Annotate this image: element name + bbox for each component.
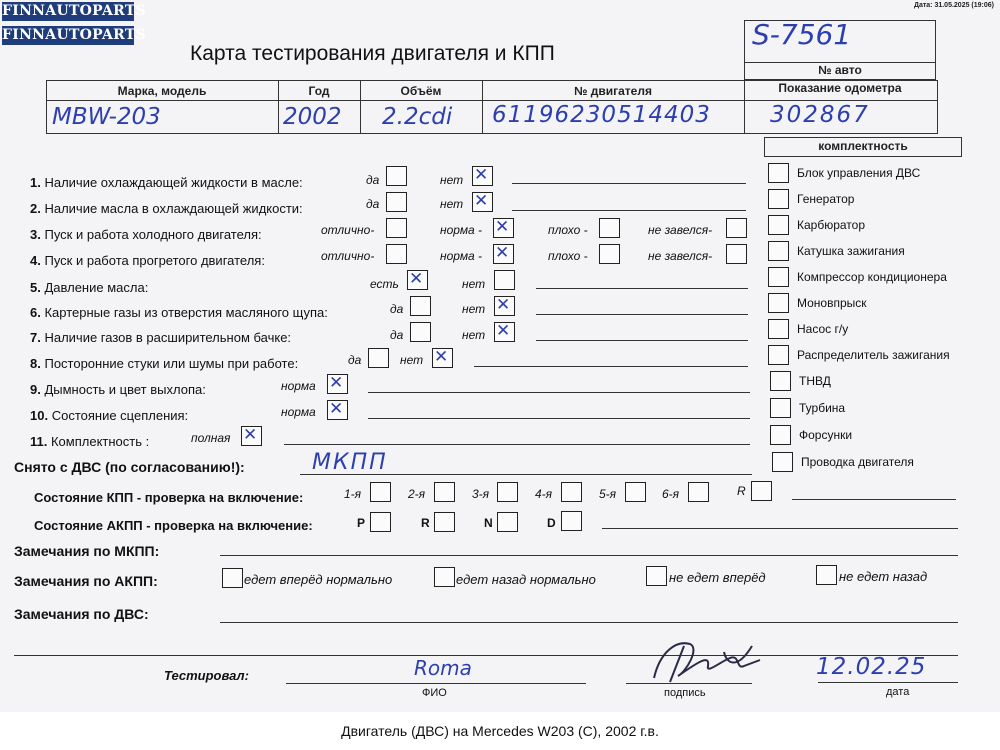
header-year: Год xyxy=(308,84,330,98)
gear-r-checkbox[interactable] xyxy=(751,481,772,501)
item-5-yes-checkbox[interactable] xyxy=(407,270,428,290)
item-6-no-checkbox[interactable] xyxy=(494,296,515,316)
kit-checkbox-1[interactable] xyxy=(768,163,789,183)
header-engine: № двигателя xyxy=(574,84,652,98)
akpp-d-checkbox[interactable] xyxy=(561,511,582,531)
akpp-p-checkbox[interactable] xyxy=(370,512,391,532)
item-1-yes-checkbox[interactable] xyxy=(386,166,407,186)
header-volume: Объём xyxy=(400,84,442,98)
tester-name: Roma xyxy=(414,656,472,680)
header-make: Марка, модель xyxy=(117,84,207,98)
form-title: Карта тестирования двигателя и КПП xyxy=(190,42,555,65)
item-6-yes-checkbox[interactable] xyxy=(410,296,431,316)
test-date: 12.02.25 xyxy=(816,654,927,680)
item-10-normal-checkbox[interactable] xyxy=(327,400,348,420)
akpp-no-forward-checkbox[interactable] xyxy=(646,566,667,586)
gear-6-checkbox[interactable] xyxy=(688,482,709,502)
item-2-no-checkbox[interactable] xyxy=(472,192,493,212)
akpp-back-ok-checkbox[interactable] xyxy=(434,567,455,587)
item-5: 5. Давление масла: xyxy=(30,280,149,295)
gear-1-checkbox[interactable] xyxy=(370,482,391,502)
timestamp: Дата: 31.05.2025 (19:06) xyxy=(913,2,994,9)
kit-checkbox-3[interactable] xyxy=(768,215,789,235)
kit-title: комплектность xyxy=(818,139,908,153)
year-value: 2002 xyxy=(283,104,342,130)
auto-number-value: S-7561 xyxy=(752,18,852,51)
kit-checkbox-11[interactable] xyxy=(770,425,791,445)
item-2: 2. Наличие масла в охлаждающей жидкости: xyxy=(30,201,303,216)
kit-checkbox-7[interactable] xyxy=(768,319,789,339)
item-8: 8. Посторонние стуки или шумы при работе: xyxy=(30,356,299,371)
gear-5-checkbox[interactable] xyxy=(625,482,646,502)
item-4: 4. Пуск и работа прогретого двигателя: xyxy=(30,253,265,268)
item-4-normal-checkbox[interactable] xyxy=(493,244,514,264)
remarks-mkpp-label: Замечания по МКПП: xyxy=(14,543,160,559)
item-11: 11. Комплектность : xyxy=(30,434,150,449)
gear-3-checkbox[interactable] xyxy=(497,482,518,502)
item-9-normal-checkbox[interactable] xyxy=(327,374,348,394)
remarks-dvs-label: Замечания по ДВС: xyxy=(14,606,149,622)
scanned-form: FINNAUTOPARTS FINNAUTOPARTS Дата: 31.05.2025 (19:06) Карта тестирования двигателя и КПП S-7561 № авто Марка, модель Год Объём № двигателя Показание одометра MBW-203 2002 2.2cdi 61196230514403 302867 комплектность 1. Наличие охлаждающей жидкости в масле: да нет ✕ 2. Наличие масла в охлаждающей жидкости: да нет ✕ 3. Пуск и работа холодного двигателя: отлично- норма - ✕ плохо - не завелся- 4. Пуск и работа прогретого двигателя: отлично- норма - ✕ плохо - не завелся- 5. Давление масла: есть ✕ нет 6. Картерные газы из отверстия масляного щупа: да нет ✕ 7. Наличие газов в расширительном бачке: да нет ✕ 8. Посторонние стуки или шумы при работе: да нет ✕ 9. Дымность и цвет выхлопа: норма ✕ 10. Состояние сцепления: норма ✕ 11. Комплектность : полная ✕ Блок управления ДВС Генератор Карбюратор Катушка зажигания Компрессор кондиционера Моновпрыск Насос г/у Распределитель зажигания ТНВД Турбина Форсунки Проводка двигателя Снято с ДВС (по согласованию!): МКПП Состояние КПП - проверка на включение: 1-я 2-я 3-я 4-я 5-я 6-я R Состояние АКПП - проверка на включение: P R N D Замечания по МКПП: Замечания по АКПП: едет вперёд нормально едет назад нормально не едет вперёд не едет назад Замечания по ДВС: Тестировал: Roma ФИО подпись 12.02.25 дата xyxy=(0,0,1000,712)
item-4-excellent-checkbox[interactable] xyxy=(386,244,407,264)
item-7-no-checkbox[interactable] xyxy=(494,322,515,342)
item-2-yes-checkbox[interactable] xyxy=(386,192,407,212)
gear-4-checkbox[interactable] xyxy=(561,482,582,502)
item-8-no-checkbox[interactable] xyxy=(432,348,453,368)
brand-logo: FINNAUTOPARTS xyxy=(2,3,146,19)
item-10: 10. Состояние сцепления: xyxy=(30,408,189,423)
kit-checkbox-8[interactable] xyxy=(768,345,789,365)
removed-label: Снято с ДВС (по согласованию!): xyxy=(14,459,245,475)
signature-caption: подпись xyxy=(664,687,706,699)
signature-image xyxy=(640,632,770,688)
akpp-forward-ok-checkbox[interactable] xyxy=(222,568,243,588)
item-3: 3. Пуск и работа холодного двигателя: xyxy=(30,227,262,242)
gear-2-checkbox[interactable] xyxy=(434,482,455,502)
item-3-bad-checkbox[interactable] xyxy=(599,218,620,238)
kit-checkbox-5[interactable] xyxy=(768,267,789,287)
item-4-nostart-checkbox[interactable] xyxy=(726,244,747,264)
item-3-excellent-checkbox[interactable] xyxy=(386,218,407,238)
item-6: 6. Картерные газы из отверстия масляного щупа: xyxy=(30,305,328,320)
remarks-akpp-label: Замечания по АКПП: xyxy=(14,573,158,589)
item-11-full-checkbox[interactable] xyxy=(241,426,262,446)
mkpp-check-label: Состояние КПП - проверка на включение: xyxy=(34,490,304,505)
kit-checkbox-4[interactable] xyxy=(768,241,789,261)
brand-logo-secondary: FINNAUTOPARTS xyxy=(2,27,146,43)
item-9: 9. Дымность и цвет выхлопа: xyxy=(30,382,206,397)
header-odometer: Показание одометра xyxy=(778,81,902,95)
kit-checkbox-10[interactable] xyxy=(770,398,791,418)
image-caption: Двигатель (ДВС) на Mercedes W203 (C), 2002 г.в. xyxy=(0,712,1000,750)
item-3-nostart-checkbox[interactable] xyxy=(726,218,747,238)
kit-checkbox-2[interactable] xyxy=(768,189,789,209)
akpp-r-checkbox[interactable] xyxy=(434,512,455,532)
odometer-value: 302867 xyxy=(770,102,870,128)
akpp-check-label: Состояние АКПП - проверка на включение: xyxy=(34,518,313,533)
item-1-no-checkbox[interactable] xyxy=(472,166,493,186)
engine-number-value: 61196230514403 xyxy=(492,102,711,128)
kit-checkbox-6[interactable] xyxy=(768,293,789,313)
akpp-n-checkbox[interactable] xyxy=(497,512,518,532)
item-1: 1. Наличие охлаждающей жидкости в масле: xyxy=(30,175,303,190)
auto-number-label: № авто xyxy=(818,63,862,77)
date-caption: дата xyxy=(886,686,910,698)
tested-by-label: Тестировал: xyxy=(164,668,249,683)
item-7-yes-checkbox[interactable] xyxy=(410,322,431,342)
kit-checkbox-12[interactable] xyxy=(772,452,793,472)
item-3-normal-checkbox[interactable] xyxy=(493,218,514,238)
volume-value: 2.2cdi xyxy=(382,104,453,130)
item-4-bad-checkbox[interactable] xyxy=(599,244,620,264)
item-7: 7. Наличие газов в расширительном бачке: xyxy=(30,330,292,345)
item-8-yes-checkbox[interactable] xyxy=(368,348,389,368)
item-5-no-checkbox[interactable] xyxy=(494,270,515,290)
kit-checkbox-9[interactable] xyxy=(770,371,791,391)
make-value: MBW-203 xyxy=(52,104,161,130)
removed-value: МКПП xyxy=(312,450,388,475)
akpp-no-back-checkbox[interactable] xyxy=(816,565,837,585)
name-caption: ФИО xyxy=(422,687,447,699)
